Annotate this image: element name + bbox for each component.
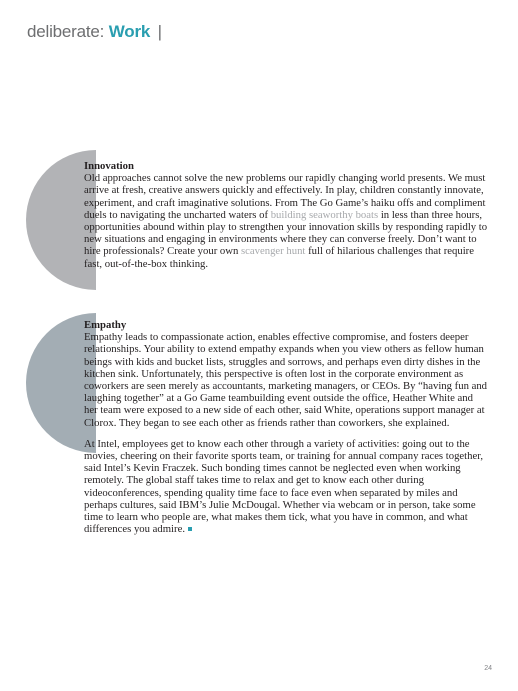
innovation-text-3: full of hilarious challenges that require fast, out-of-the-box thinking. [84,245,474,270]
header-accent: Work [108,22,151,41]
page-number: 24 [484,665,492,672]
innovation-section [84,160,488,270]
innovation-heading: Innovation [84,160,134,172]
header-cursor: | [157,22,162,41]
scavenger-hunt-link[interactable]: scavenger hunt [241,245,306,258]
empathy-paragraph-1: Empathy leads to compassionate action, enables effective compromise, and fosters deeper relationships. Your ability to extend empathy expands when you view others as fellow human beings with kids and bucket lists, struggles and sorrows, and perhaps even dirty dishes in the kitchen sink. Unfortunately, this perspective is often lost in the corporate environment as coworkers are seen merely as accountants, marketing managers, or CEOs. By “having fun and laughing together” at a Go Game teambuilding event outside the office, Heather White and her team were exposed to a new side of each other, said White, operations support manager at Clorox. They began to see each other as friends rather than coworkers, she explained. [84,331,488,429]
building-seaworthy-boats-link[interactable]: building seaworthy boats [270,208,379,221]
empathy-paragraph-2-text: At Intel, employees get to know each other through a variety of activities: going out to the movies, cheering on their favorite sports team, or training for annual company races together, said Intel’s Kevin Fraczek. Such bonding times cannot be neglected even when working remotely. The global staff takes time to relax and get to know each other during videoconferences, spending quality time face to face even when separated by miles and perhaps cultures, said IBM’s Julie McDougal. Whether via webcam or in person, take some time to learn who people are, what makes them tick, what you have in common, and what differences you admire. [84,437,484,536]
empathy-section [84,319,488,535]
header-prefix: deliberate: [27,22,105,41]
innovation-text-2: in less than three hours, opportunities abound within play to strengthen your innovation skills by responding rapidly to new situations and engaging in environments where they can converse freely. Don’t want to hire professionals? Create your own [84,208,488,258]
empathy-heading: Empathy [84,319,127,331]
running-header [27,22,162,42]
innovation-text-1: Old approaches cannot solve the new problems our rapidly changing world presents. We must arrive at fresh, creative answers quickly and effectively. In play, children constantly innovate, experiment, and craft imaginative solutions. From The Go Game’s haiku offs and compliment duels to navigating the uncharted waters of [84,172,486,221]
end-of-article-square-icon [188,527,192,531]
innovation-paragraph [84,172,488,270]
empathy-paragraph-2 [84,438,488,536]
